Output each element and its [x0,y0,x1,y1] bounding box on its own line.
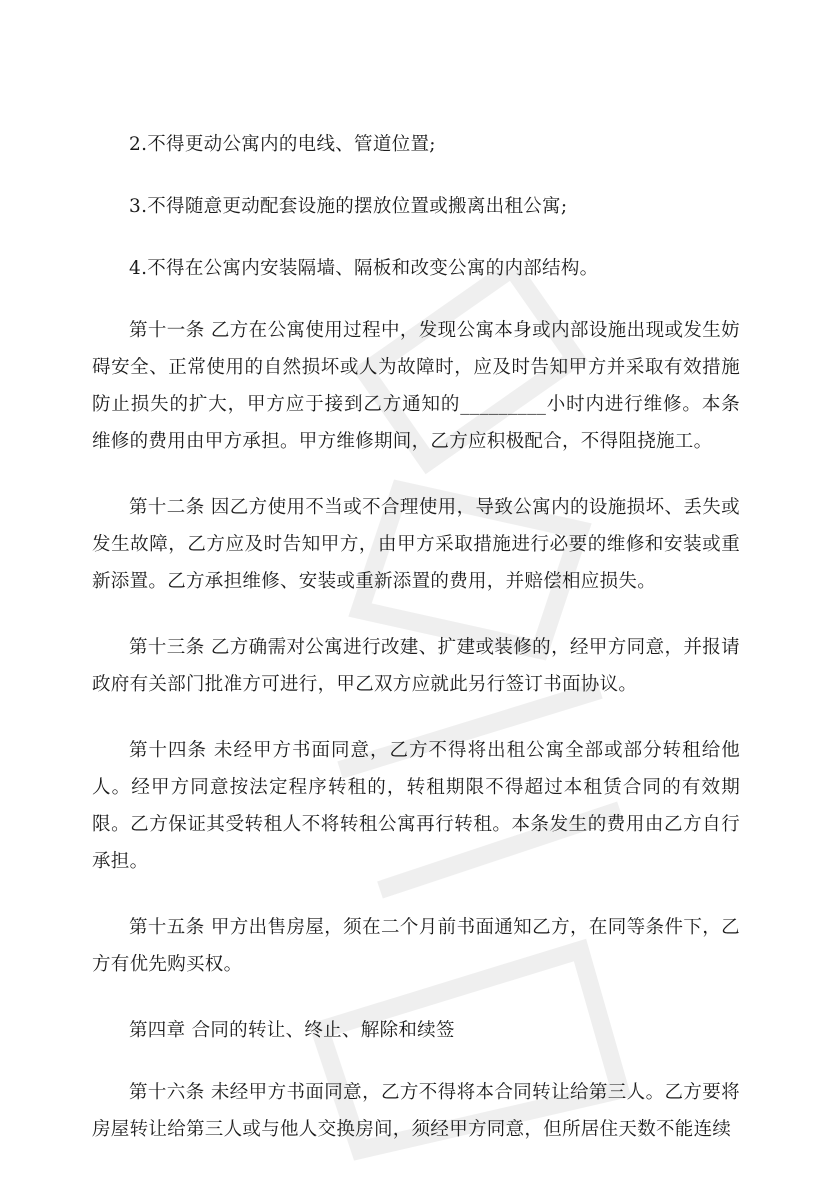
article-16: 第十六条 未经甲方书面同意，乙方不得将本合同转让给第三人。乙方要将房屋转让给第三人或与他人交换房间，须经甲方同意，但所居住天数不能连续 [92,1082,740,1140]
document-body [92,126,740,1177]
article-15: 第十五条 甲方出售房屋，须在二个月前书面通知乙方，在同等条件下，乙方有优先购买权。 [92,917,740,975]
clause-item-4: 4.不得在公寓内安装隔墙、隔板和改变公寓的内部结构。 [129,258,599,279]
clause-item-3: 3.不得随意更动配套设施的摆放位置或搬离出租公寓; [129,196,568,217]
article-11: 第十一条 乙方在公寓使用过程中，发现公寓本身或内部设施出现或发生妨碍安全、正常使用的自然损坏或人为故障时，应及时告知甲方并采取有效措施防止损失的扩大，甲方应于接到乙方通知的_________小时内进行维修。本条维修的费用由甲方承担。甲方维修期间，乙方应积极配合，不得阻挠施工。 [92,320,740,452]
article-14: 第十四条 未经甲方书面同意，乙方不得将出租公寓全部或部分转租给他人。经甲方同意按法定程序转租的，转租期限不得超过本租赁合同的有效期限。乙方保证其受转租人不将转租公寓再行转租。本条发生的费用由乙方自行承担。 [92,740,740,872]
article-13: 第十三条 乙方确需对公寓进行改建、扩建或装修的，经甲方同意，并报请政府有关部门批准方可进行，甲乙双方应就此另行签订书面协议。 [92,637,740,695]
chapter-4-heading: 第四章 合同的转让、终止、解除和续签 [129,1020,455,1041]
article-12: 第十二条 因乙方使用不当或不合理使用，导致公寓内的设施损坏、丢失或发生故障，乙方应及时告知甲方，由甲方采取措施进行必要的维修和安装或重新添置。乙方承担维修、安装或重新添置的费用，并赔偿相应损失。 [92,497,740,592]
clause-item-2: 2.不得更动公寓内的电线、管道位置; [129,134,436,155]
